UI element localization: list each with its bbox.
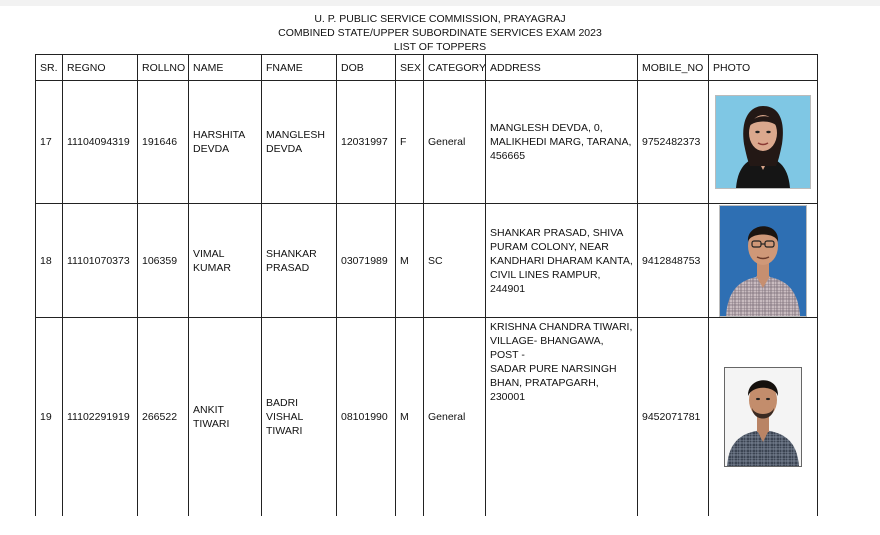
cell-address (486, 204, 638, 318)
cell-dob: 12031997 (337, 81, 396, 204)
column-header-mobile: MOBILE_NO (638, 55, 709, 81)
name-line: HARSHITA (193, 129, 246, 141)
address-line: VILLAGE- BHANGAWA, POST - (490, 335, 604, 361)
male-portrait-image (725, 368, 801, 466)
cell-mobile: 9752482373 (638, 81, 709, 204)
address-line: SADAR PURE NARSINGH (490, 363, 617, 375)
cell-name (189, 81, 262, 204)
cell-sex: M (396, 204, 424, 318)
fname-line: SHANKAR (266, 247, 317, 260)
cell-regno: 11101070373 (63, 204, 138, 318)
table-row (36, 81, 818, 204)
address-line: PURAM COLONY, NEAR (490, 240, 609, 253)
cell-sex: F (396, 81, 424, 204)
cell-fname (262, 81, 337, 204)
name-line: DEVDA (193, 143, 230, 155)
column-header-category: CATEGORY (424, 55, 486, 81)
cell-mobile: 9452071781 (638, 318, 709, 517)
cell-sr: 19 (36, 318, 63, 517)
column-header-sex: SEX (396, 55, 424, 81)
address-line: 456665 (490, 150, 526, 162)
table-row (36, 204, 818, 318)
cell-address (486, 318, 638, 517)
column-header-address: ADDRESS (486, 55, 638, 81)
fname-line: DEVDA (266, 143, 303, 155)
toppers-table (35, 54, 818, 516)
cell-address (486, 81, 638, 204)
name-line: ANKIT (193, 404, 224, 416)
cell-photo (709, 204, 818, 318)
cell-photo (709, 318, 818, 517)
column-header-name: NAME (189, 55, 262, 81)
list-title: LIST OF TOPPERS (393, 41, 487, 53)
address-line: BHAN, PRATAPGARH, 230001 (490, 377, 599, 403)
top-strip (0, 0, 880, 6)
column-header-regno: REGNO (63, 55, 138, 81)
fname-line: VISHAL (266, 411, 304, 423)
cell-category: SC (424, 204, 486, 318)
address-line: MANGLESH DEVDA, 0, (490, 122, 603, 134)
name-line: VIMAL (193, 247, 225, 260)
document-header (0, 12, 880, 54)
candidate-photo (715, 95, 811, 189)
name-line: KUMAR (193, 261, 231, 274)
cell-category: General (424, 81, 486, 204)
cell-fname (262, 318, 337, 517)
male-portrait-glasses-image (720, 206, 806, 316)
column-header-rollno: ROLLNO (138, 55, 189, 81)
cell-name (189, 318, 262, 517)
column-header-photo: PHOTO (709, 55, 818, 81)
column-header-sr: SR. (36, 55, 63, 81)
column-header-fname: FNAME (262, 55, 337, 81)
cell-regno: 11104094319 (63, 81, 138, 204)
cell-sr: 18 (36, 204, 63, 318)
cell-photo (709, 81, 818, 204)
cell-sr: 17 (36, 81, 63, 204)
cell-name (189, 204, 262, 318)
candidate-photo (719, 205, 807, 317)
address-line: SHANKAR PRASAD, SHIVA (490, 226, 624, 239)
table-header-row (36, 55, 818, 81)
cell-fname (262, 204, 337, 318)
name-line: TIWARI (193, 418, 230, 430)
exam-title: COMBINED STATE/UPPER SUBORDINATE SERVICES EXAM 2023 (278, 27, 602, 39)
address-line: KRISHNA CHANDRA TIWARI, (490, 321, 633, 333)
female-portrait-image (716, 96, 810, 188)
cell-sex: M (396, 318, 424, 517)
fname-line: PRASAD (266, 261, 310, 274)
cell-rollno: 106359 (138, 204, 189, 318)
address-line: KANDHARI DHARAM KANTA, (490, 254, 633, 267)
cell-dob: 08101990 (337, 318, 396, 517)
candidate-photo (724, 367, 802, 467)
fname-line: BADRI (266, 397, 299, 409)
cell-rollno: 266522 (138, 318, 189, 517)
cell-dob: 03071989 (337, 204, 396, 318)
cell-regno: 11102291919 (63, 318, 138, 517)
address-line: CIVIL LINES RAMPUR, 244901 (490, 268, 601, 295)
cell-rollno: 191646 (138, 81, 189, 204)
table-row (36, 318, 818, 517)
cell-category: General (424, 318, 486, 517)
commission-title: U. P. PUBLIC SERVICE COMMISSION, PRAYAGRAJ (314, 13, 566, 25)
column-header-dob: DOB (337, 55, 396, 81)
cell-mobile: 9412848753 (638, 204, 709, 318)
address-line: MALIKHEDI MARG, TARANA, (490, 136, 632, 148)
fname-line: MANGLESH (266, 129, 325, 141)
fname-line: TIWARI (266, 425, 303, 437)
